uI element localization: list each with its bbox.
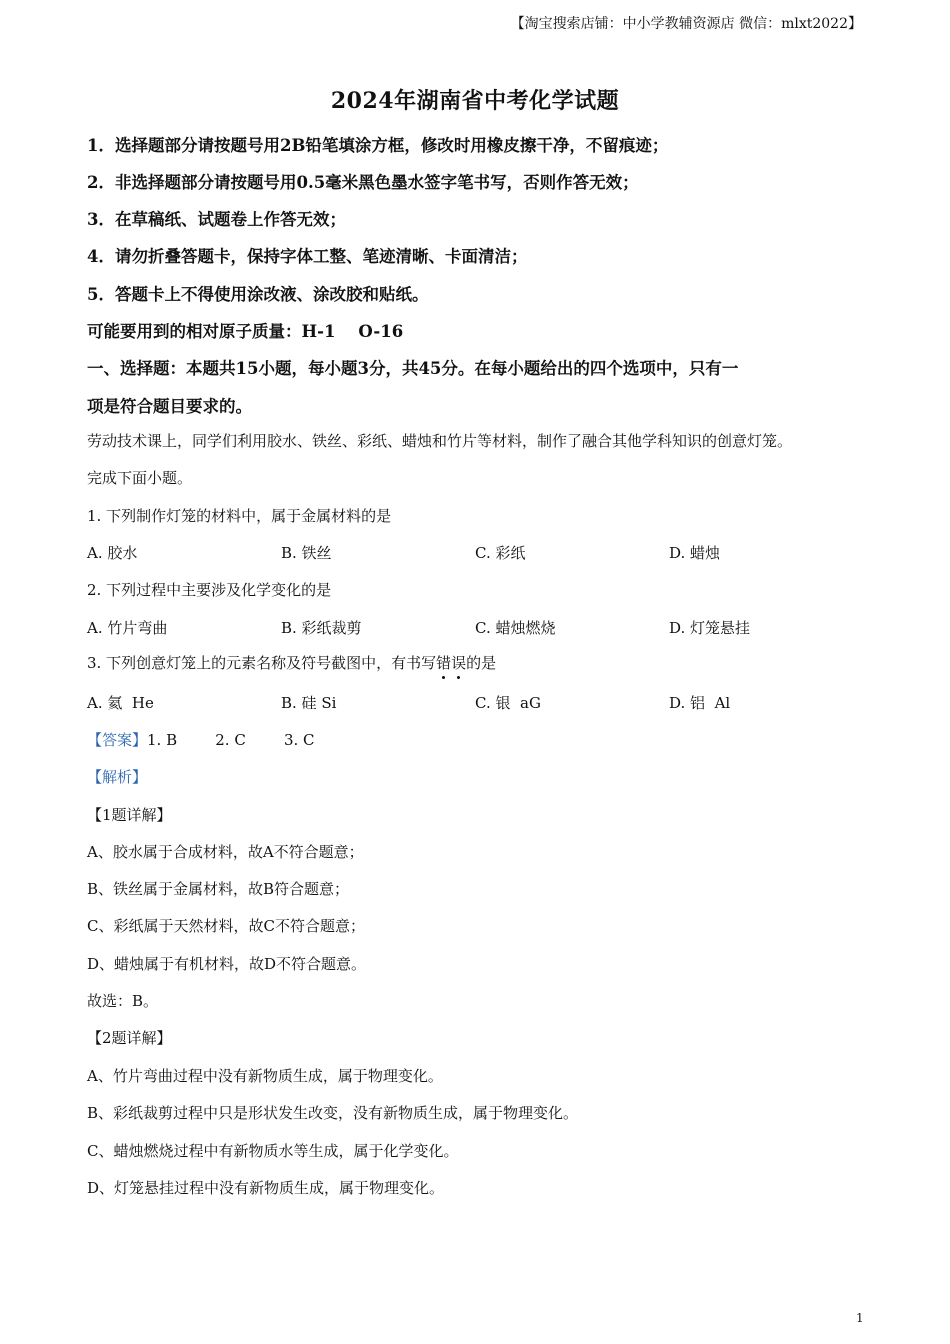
- q3-option-b: B. 硅 Si: [281, 694, 337, 712]
- q1-option-d: D. 蜡烛: [669, 544, 721, 562]
- section-heading-line-2: 项是符合题目要求的。: [87, 397, 252, 416]
- analysis-tag: 【解析】: [87, 768, 148, 786]
- detail-2-heading: 【2题详解】: [87, 1029, 172, 1047]
- emphasis-dot: [457, 676, 460, 679]
- detail-1-conclusion: 故选：B。: [87, 992, 159, 1010]
- emphasis-dot: [442, 676, 445, 679]
- instruction-3: 3．在草稿纸、试题卷上作答无效；: [87, 210, 346, 229]
- detail-2-line-a: A、竹片弯曲过程中没有新物质生成，属于物理变化。: [87, 1067, 443, 1085]
- q3-stem-emphasis-2: 误: [451, 652, 466, 673]
- detail-2-line-b: B、彩纸裁剪过程中只是形状发生改变，没有新物质生成，属于物理变化。: [87, 1104, 579, 1122]
- instruction-4: 4．请勿折叠答题卡，保持字体工整、笔迹清晰、卡面清洁；: [87, 247, 528, 266]
- q3-option-c: C. 银 aG: [475, 694, 541, 712]
- q1-option-c: C. 彩纸: [475, 544, 526, 562]
- answer-tag: 【答案】: [87, 731, 148, 749]
- q3-stem-emphasis-1: 错: [436, 652, 451, 673]
- detail-1-line-a: A、胶水属于合成材料，故A不符合题意；: [87, 843, 364, 861]
- detail-1-line-b: B、铁丝属于金属材料，故B符合题意；: [87, 880, 350, 898]
- q3-option-a: A. 氦 He: [87, 694, 154, 712]
- detail-1-heading: 【1题详解】: [87, 806, 172, 824]
- question-context-line-1: 劳动技术课上，同学们利用胶水、铁丝、彩纸、蜡烛和竹片等材料，制作了融合其他学科知识的创意灯笼。: [87, 432, 793, 450]
- question-context-line-2: 完成下面小题。: [87, 469, 193, 487]
- atomic-mass-note: 可能要用到的相对原子质量：H-1 O-16: [87, 322, 404, 341]
- instruction-1: 1．选择题部分请按题号用2B铅笔填涂方框，修改时用橡皮擦干净，不留痕迹；: [87, 136, 669, 155]
- header-note: 【淘宝搜索店铺：中小学教辅资源店 微信：mlxt2022】: [510, 16, 862, 32]
- instruction-5: 5．答题卡上不得使用涂改液、涂改胶和贴纸。: [87, 285, 429, 304]
- q2-option-a: A. 竹片弯曲: [87, 619, 168, 637]
- page-number: 1: [856, 1311, 864, 1325]
- q2-stem: 2. 下列过程中主要涉及化学变化的是: [87, 581, 332, 599]
- section-heading-line-1: 一、选择题：本题共15小题，每小题3分，共45分。在每小题给出的四个选项中，只有一: [87, 359, 739, 378]
- answer-line: [87, 729, 315, 750]
- q3-stem-after: 的是: [466, 654, 497, 672]
- answer-text: 1. B 2. C 3. C: [147, 731, 315, 749]
- q2-option-c: C. 蜡烛燃烧: [475, 619, 556, 637]
- instruction-2: 2．非选择题部分请按题号用0.5毫米黑色墨水签字笔书写，否则作答无效；: [87, 173, 639, 192]
- detail-2-line-d: D、灯笼悬挂过程中没有新物质生成，属于物理变化。: [87, 1179, 445, 1197]
- q1-option-b: B. 铁丝: [281, 544, 332, 562]
- page-title: 2024年湖南省中考化学试题: [330, 88, 620, 114]
- detail-1-line-d: D、蜡烛属于有机材料，故D不符合题意。: [87, 955, 367, 973]
- detail-1-line-c: C、彩纸属于天然材料，故C不符合题意；: [87, 917, 365, 935]
- q1-stem: 1. 下列制作灯笼的材料中，属于金属材料的是: [87, 507, 392, 525]
- q1-option-a: A. 胶水: [87, 544, 138, 562]
- q2-option-b: B. 彩纸裁剪: [281, 619, 362, 637]
- q3-option-d: D. 铝 Al: [669, 694, 731, 712]
- q2-option-d: D. 灯笼悬挂: [669, 619, 751, 637]
- q3-stem-before: 3. 下列创意灯笼上的元素名称及符号截图中，有书写: [87, 654, 437, 672]
- q3-stem: [87, 652, 496, 673]
- detail-2-line-c: C、蜡烛燃烧过程中有新物质水等生成，属于化学变化。: [87, 1142, 459, 1160]
